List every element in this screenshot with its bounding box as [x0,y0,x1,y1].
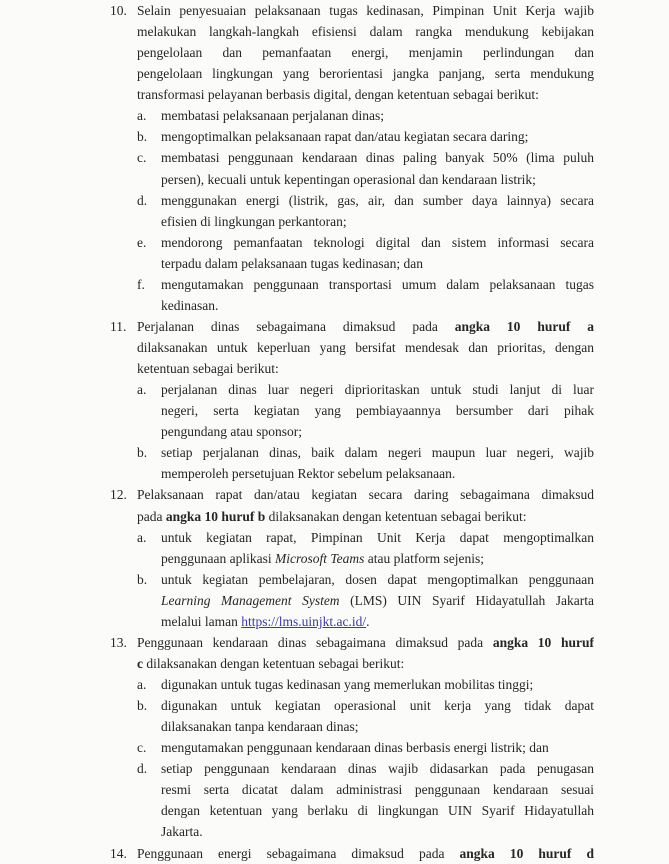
text-line [110,358,594,379]
text-segment: melakukan langkah-langkah efisiensi dalam rangka mendukung kebijakan [137,24,594,40]
text-segment: memperoleh persetujuan Rektor sebelum pelaksanaan. [161,466,456,482]
text-segment: terpadu dalam pelaksanaan tugas kedinasan; dan [161,255,424,271]
text-line [110,21,594,42]
list-letter: c. [137,740,147,756]
text-segment: mengutamakan penggunaan transportasi umum dalam pelaksanaan tugas [161,276,594,292]
text-line [110,463,594,484]
text-line [110,737,594,758]
text-segment: pada [137,508,166,524]
text-segment: digunakan untuk kegiatan operasional unit kerja yang tidak dapat [161,698,594,714]
list-letter: d. [137,192,148,208]
bold-text: angka 10 huruf b [165,508,266,524]
text-segment: Penggunaan kendaraan dinas sebagaimana dimaksud pada [137,634,493,650]
text-line [110,105,594,126]
text-line [110,484,594,505]
text-segment: Pelaksanaan rapat dan/atau kegiatan secara daring sebagaimana dimaksud [137,487,594,503]
text-segment: pengelolaan dan pemanfaatan energi, menjamin perlindungan dan [137,45,594,61]
text-line [110,611,594,632]
text-segment: pengelolaan lingkungan yang berorientasi jangka panjang, serta mendukung [137,66,594,82]
text-segment: membatasi pelaksanaan perjalanan dinas; [161,108,385,124]
text-segment: resmi serta dicatat dalam administrasi penggunaan kendaraan sesuai [161,782,594,798]
text-line [110,421,594,442]
lms-link[interactable]: https://lms.uinjkt.ac.id/ [241,613,367,629]
text-segment: efisien di lingkungan perkantoran; [161,213,347,229]
text-segment: ketentuan sebagai berikut: [137,361,279,377]
text-line [110,843,594,864]
text-line [110,337,594,358]
text-line [110,232,594,253]
text-segment: membatasi penggunaan kendaraan dinas paling banyak 50% (lima puluh [161,150,594,166]
text-line [110,527,594,548]
text-segment: digunakan untuk tugas kedinasan yang memerlukan mobilitas tinggi; [161,677,534,692]
text-line [110,0,594,21]
text-line [110,190,594,211]
text-segment: Selain penyesuaian pelaksanaan tugas kedinasan, Pimpinan Unit Kerja wajib [137,3,594,18]
text-segment: Penggunaan energi sebagaimana dimaksud pada [137,845,460,861]
list-letter: b. [137,445,148,461]
list-letter: a. [137,529,147,545]
text-line [110,274,594,295]
text-segment: dilaksanakan untuk keperluan yang bersifat mendesak dan prioritas, dengan [137,340,594,355]
text-line [110,126,594,147]
text-segment: penggunaan aplikasi [161,550,275,566]
text-line [110,400,594,421]
list-letter: a. [137,108,147,124]
text-line [110,569,594,590]
text-line [110,295,594,316]
text-segment: dilaksanakan dengan ketentuan sebagai berikut: [143,655,405,671]
list-number: 14. [110,845,127,861]
text-segment: mengutamakan penggunaan kendaraan dinas berbasis energi listrik; dan [161,740,549,756]
text-line [110,63,594,84]
text-segment: menggunakan energi (listrik, gas, air, dan sumber daya lainnya) secara [161,192,594,208]
text-segment: atau platform sejenis; [364,550,484,566]
text-segment: dengan ketentuan yang berlaku di lingkungan UIN Syarif Hidayatullah [161,803,594,819]
text-segment: untuk kegiatan rapat, Pimpinan Unit Kerja dapat mengoptimalkan [161,529,594,545]
text-segment: setiap penggunaan kendaraan dinas wajib didasarkan pada penugasan [161,761,594,777]
text-segment: (LMS) UIN Syarif Hidayatullah Jakarta [339,592,594,608]
text-segment: kedinasan. [161,297,219,313]
bold-text: c [137,655,143,671]
text-segment: negeri, serta kegiatan yang pembiayaannya bersumber dari pihak [161,403,594,419]
text-segment: melalui laman [161,613,242,629]
list-letter: b. [137,571,148,587]
list-letter: b. [137,698,148,714]
text-line [110,548,594,569]
text-segment: persen), kecuali untuk kepentingan operasional dan kendaraan listrik; [161,171,536,187]
text-line [110,211,594,232]
italic-text: Learning Management System [161,592,340,608]
text-segment: dilaksanakan dengan ketentuan sebagai berikut: [265,508,527,524]
text-line [110,84,594,105]
text-line [110,42,594,63]
text-segment: untuk kegiatan pembelajaran, dosen dapat mengoptimalkan penggunaan [161,571,594,587]
text-line [110,147,594,168]
text-segment: Perjalanan dinas sebagaimana dimaksud pada [137,318,455,334]
text-line [110,695,594,716]
list-letter: f. [137,276,145,292]
text-segment: dilaksanakan tanpa kendaraan dinas; [161,719,359,735]
list-number: 11. [110,318,127,334]
text-segment: pengundang atau sponsor; [161,424,302,440]
text-line [110,674,594,695]
text-line [110,779,594,800]
text-segment: . [366,613,370,629]
text-segment: mengoptimalkan pelaksanaan rapat dan/atau kegiatan secara daring; [161,129,529,145]
text-line [110,590,594,611]
bold-text: angka 10 huruf [492,634,594,650]
text-segment: mendorong pemanfaatan teknologi digital dan sistem informasi secara [161,234,594,250]
text-line [110,632,594,653]
text-line [110,316,594,337]
text-line [110,169,594,190]
list-letter: e. [137,234,147,250]
bold-text: angka 10 huruf a [454,318,594,334]
document-body [110,0,594,864]
list-letter: a. [137,677,147,692]
text-segment: perjalanan dinas luar negeri diprioritaskan untuk studi lanjut di luar [161,382,594,398]
list-number: 10. [110,3,127,18]
italic-text: Microsoft Teams [274,550,365,566]
text-line [110,653,594,674]
list-number: 12. [110,487,127,503]
text-segment: transformasi pelayanan berbasis digital, dengan ketentuan sebagai berikut: [137,87,539,103]
text-line [110,758,594,779]
text-line [110,821,594,842]
text-segment: setiap perjalanan dinas, baik dalam negeri maupun luar negeri, wajib [161,445,594,461]
text-line [110,379,594,400]
bold-text: angka 10 huruf d [459,845,594,861]
list-letter: a. [137,382,147,398]
list-letter: b. [137,129,148,145]
text-line [110,716,594,737]
list-number: 13. [110,634,127,650]
text-line [110,253,594,274]
text-line [110,442,594,463]
list-letter: d. [137,761,148,777]
list-letter: c. [137,150,147,166]
text-line [110,506,594,527]
text-line [110,800,594,821]
text-segment: Jakarta. [161,824,203,840]
